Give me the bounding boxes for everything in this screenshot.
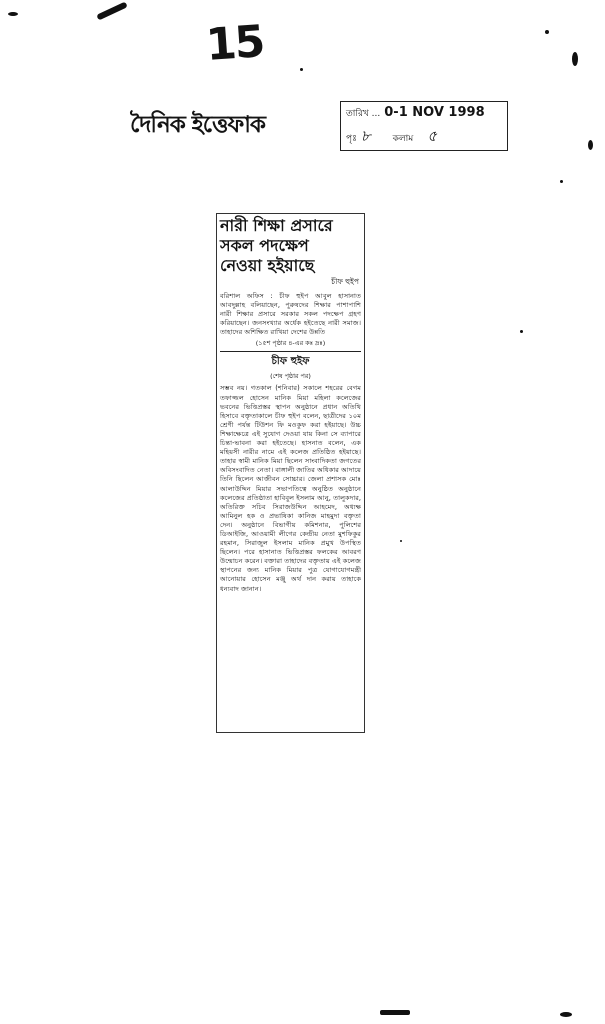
scan-speck	[96, 2, 128, 21]
stamp-column-value: ৫	[427, 126, 438, 145]
stamp-page-row	[346, 127, 502, 145]
scan-speck	[400, 540, 402, 542]
article-paragraph-1: বরিশাল অফিস : চীফ হুইপ আবুল হাসানাত আবদুল্লাহ বলিয়াছেন, পুরুষদের শিক্ষার পাশাপাশি নারী শিক্ষার প্রসারে সরকার সকল পদক্ষেপ গ্রহণ করিয়াছেন। জনসংখ্যার অর্ধেক হইতেছে নারী সমাজ। তাহাদের অশিক্ষিত রাখিয়া দেশের উন্নতি	[220, 292, 361, 337]
news-clipping	[216, 213, 365, 733]
continuation-subtitle: (শেষ পৃষ্ঠার পর)	[270, 372, 311, 381]
stamp-column-label: কলাম	[392, 133, 414, 144]
headline-line-3: নেওয়া হইয়াছে	[220, 256, 315, 275]
headline-line-2: সকল পদক্ষেপ	[220, 236, 309, 255]
scan-speck	[8, 12, 18, 16]
scan-speck	[588, 140, 593, 150]
stamp-date-label: তারিখ ...	[346, 109, 381, 119]
scan-speck	[545, 30, 549, 34]
stamp-date-row	[346, 105, 502, 121]
stamp-page-label: পৃঃ	[346, 133, 357, 144]
date-stamp	[340, 101, 508, 151]
newspaper-name: দৈনিক ইত্তেফাক	[130, 112, 266, 138]
scan-speck	[572, 52, 578, 66]
scan-speck	[560, 180, 563, 183]
headline-line-1: নারী শিক্ষা প্রসারে	[220, 216, 333, 235]
scan-speck	[300, 68, 303, 71]
scan-speck	[380, 1010, 410, 1015]
page-number: 15	[204, 16, 265, 71]
byline: চীফ হুইপ	[331, 277, 359, 286]
stamp-date-value: 0-1 NOV 1998	[384, 105, 485, 120]
article-paragraph-2: সম্ভব নয়। গতকাল (শনিবার) সকালে শহরের বেগম তফাজ্জল হোসেন মানিক মিয়া মহিলা কলেজের ভবনের ভিত্তিপ্রস্তর স্থাপন অনুষ্ঠানে প্রধান অতিথি হিসাবে বক্তৃতাকালে চীফ হুইপ বলেন, ছাত্রীদের ১০ম শ্রেণী পর্যন্ত টিউশন ফি মওকুফ করা হইয়াছে। উচ্চ শিক্ষাক্ষেত্রে এই সুযোগ দেওয়া যায় কিনা সে ব্যাপারে চিন্তা-ভাবনা করা হইতেছে। হাসনাত বলেন, এক মহিয়সী নারীর নামে এই কলেজ প্রতিষ্ঠিত হইয়াছে। তাহার স্বামী মানিক মিয়া ছিলেন সাংবাদিকতা জগতের অবিসংবাদিত নেতা। বাঙ্গালী জাতির অধিকার আদায়ে তিনি ছিলেন আজীবন সোচ্চার। জেলা প্রশাসক মোঃ আলাউদ্দিন মিয়ার সভাপতিত্বে অনুষ্ঠিত অনুষ্ঠানে কলেজের প্রতিষ্ঠাতা হাবিবুল ইসলাম আনু, তালুকদার, অতিরিক্ত সচিব সিরাজউদ্দিন আহমেদ, অধ্যক্ষ আমিনুল হক ও প্রভাষিকা কানিজ মাহমুদা বক্তৃতা দেন। অনুষ্ঠানে বিভাগীয় কমিশনার, পুলিশের ডিআইজি, আওয়ামী লীগের কেন্দ্রীয় নেতা মুশফিকুর রহমান, সিরাজুল ইসলাম মানিক প্রমুখ উপস্থিত ছিলেন। পরে হাসানাত ভিত্তিপ্রস্তর ফলকের আবরণ উন্মোচন করেন। বক্তারা তাহাদের বক্তৃতায় এই কলেজ স্থাপনের জন্য মানিক মিয়ার পুত্র যোগাযোগমন্ত্রী আনোয়ার হোসেন মঞ্জু অর্থ দান করায় তাহাকে ধন্যবাদ জানান।	[220, 384, 361, 593]
stamp-page-value: ৮	[360, 126, 371, 145]
continuation-title: চীফ হুইফ	[271, 356, 310, 368]
scan-speck	[520, 330, 523, 333]
section-divider	[220, 351, 361, 352]
continued-note: (১৫শ পৃষ্ঠার ৪-এর কঃ দ্রঃ)	[255, 339, 326, 348]
scan-speck	[560, 1012, 572, 1017]
